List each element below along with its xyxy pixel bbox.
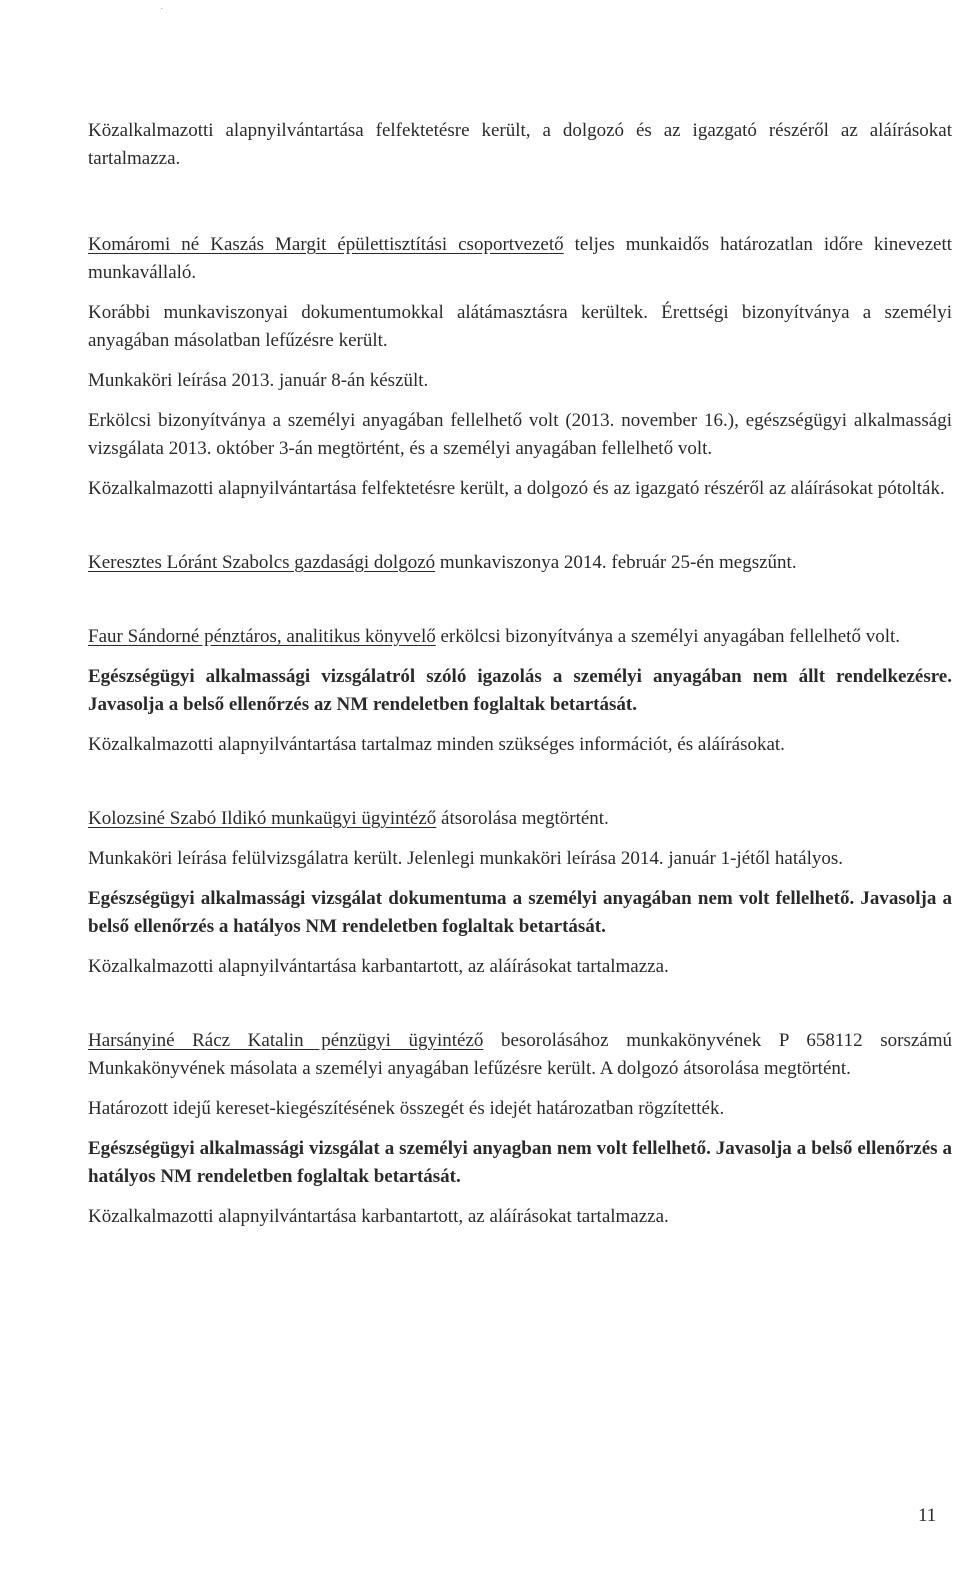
paragraph: Közalkalmazotti alapnyilvántartása felfektetésre került, a dolgozó és az igazgató részéről az aláírásokat pótolták. bbox=[88, 478, 945, 499]
employee-name: Harsányiné Rácz Katalin pénzügyi ügyintéző bbox=[88, 1030, 484, 1051]
lead-text: átsorolása megtörtént. bbox=[436, 808, 609, 829]
lead-text: munkaviszonya 2014. február 25-én megszűnt. bbox=[435, 552, 797, 573]
section-harsanyine bbox=[88, 1027, 952, 1231]
recommendation-paragraph: Egészségügyi alkalmassági vizsgálatról szóló igazolás a személyi anyagában nem állt rendelkezésre. Javasolja a belső ellenőrzés az NM rendeletben foglaltak betartását. bbox=[88, 666, 952, 715]
employee-name: Kolozsiné Szabó Ildikó munkaügyi ügyintéző bbox=[88, 808, 437, 829]
lead-text: erkölcsi bizonyítványa a személyi anyagában fellelhető volt. bbox=[435, 626, 901, 647]
paragraph: Közalkalmazotti alapnyilvántartása tartalmaz minden szükséges információt, és aláírásokat. bbox=[88, 734, 785, 755]
intro-paragraph: Közalkalmazotti alapnyilvántartása felfektetésre került, a dolgozó és az igazgató részéről az aláírásokat tartalmazza. bbox=[88, 120, 952, 169]
section-komaromine bbox=[88, 231, 952, 503]
paragraph: Munkaköri leírása 2013. január 8-án készült. bbox=[88, 370, 429, 391]
paragraph: Határozott idejű kereset-kiegészítésének összegét és idejét határozatban rögzítették. bbox=[88, 1098, 725, 1119]
section-lead bbox=[88, 549, 952, 577]
section-faur bbox=[88, 623, 952, 759]
section-lead bbox=[88, 231, 952, 287]
document-body bbox=[88, 117, 952, 1231]
paragraph: Erkölcsi bizonyítványa a személyi anyagában fellelhető volt (2013. november 16.), egészségügyi alkalmassági vizsgálata 2013. október 3-án megtörtént, és a személyi anyagában fellelhető volt. bbox=[88, 410, 952, 459]
employee-name: Faur Sándorné pénztáros, analitikus könyvelő bbox=[88, 626, 436, 647]
section-lead bbox=[88, 805, 952, 833]
page-number: 11 bbox=[918, 1505, 937, 1526]
employee-name: Keresztes Lóránt Szabolcs gazdasági dolgozó bbox=[88, 552, 436, 573]
paragraph: Közalkalmazotti alapnyilvántartása karbantartott, az aláírásokat tartalmazza. bbox=[88, 956, 669, 977]
lead-text: teljes munkaidős határozatlan időre kinevezett munkavállaló. bbox=[88, 234, 952, 283]
paragraph: Közalkalmazotti alapnyilvántartása karbantartott, az aláírásokat tartalmazza. bbox=[88, 1206, 669, 1227]
paragraph: Korábbi munkaviszonyai dokumentumokkal alátámasztásra kerültek. Érettségi bizonyítványa a személyi anyagában másolatban lefűzésre került. bbox=[88, 302, 952, 351]
paragraph: Munkaköri leírása felülvizsgálatra került. Jelenlegi munkaköri leírása 2014. január 1-jétől hatályos. bbox=[88, 848, 843, 869]
scan-artifact: · bbox=[160, 4, 164, 15]
section-lead bbox=[88, 623, 952, 651]
section-kolozsine bbox=[88, 805, 952, 981]
section-lead bbox=[88, 1027, 952, 1083]
recommendation-paragraph: Egészségügyi alkalmassági vizsgálat dokumentuma a személyi anyagában nem volt fellelhető. Javasolja a belső ellenőrzés a hatályos NM rendeletben foglaltak betartását. bbox=[88, 888, 952, 937]
employee-name: Komáromi né Kaszás Margit épülettisztítási csoportvezető bbox=[88, 234, 564, 255]
section-keresztes bbox=[88, 549, 952, 577]
recommendation-paragraph: Egészségügyi alkalmassági vizsgálat a személyi anyagban nem volt fellelhető. Javasolja a belső ellenőrzés a hatályos NM rendeletben foglaltak betartását. bbox=[88, 1138, 952, 1187]
lead-text: besorolásához munkakönyvének P 658112 sorszámú Munkakönyvének másolata a személyi anyagában lefűzésre került. A dolgozó átsorolása megtörtént. bbox=[88, 1030, 952, 1079]
